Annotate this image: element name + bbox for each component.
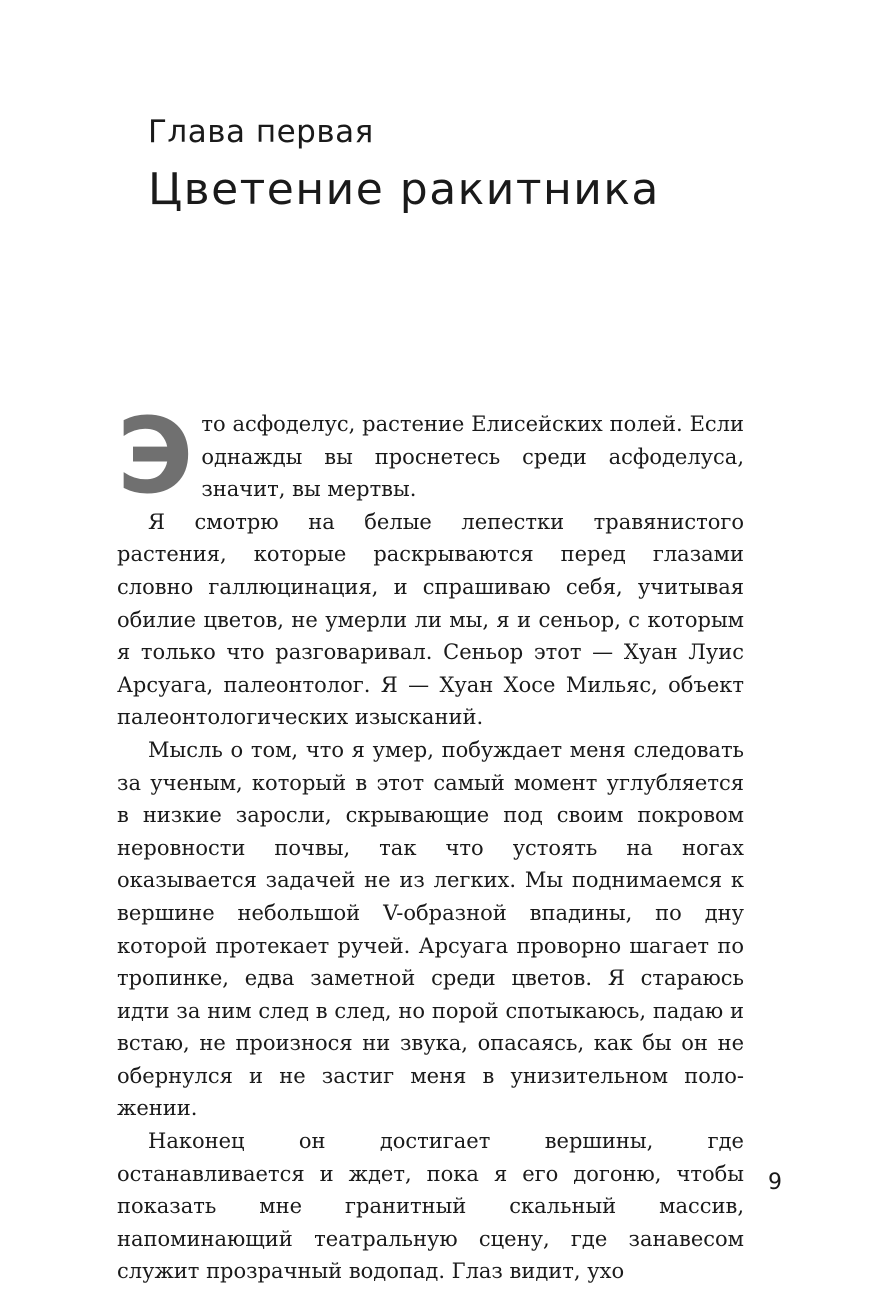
chapter-label: Глава первая <box>148 114 374 150</box>
drop-cap: Э <box>117 395 194 517</box>
paragraph-3: Мысль о том, что я умер, побуждает меня следовать за ученым, который в этот самый момент углубляется в низкие заросли, скрывающие под своим покровом неровности почвы, так что устоять на ногах оказывается задачей не из легких. Мы поднимаемся к вершине небольшой V-образной впадины, по дну которой протекает ручей. Арсуага проворно шагает по тропинке, едва заметной среди цветов. Я стараюсь идти за ним след в след, но порой спотыкаюсь, падаю и встаю, не произнося ни звука, опасаясь, как бы он не обернулся и не застиг меня в унизительном положении. <box>117 737 744 1121</box>
paragraph-4: Наконец он достигает вершины, где останавливается и ждет, пока я его догоню, чтобы показать мне гранитный скальный массив, напоминающий театральную сцену, где занавесом служит прозрачный водопад. Глаз видит, ухо <box>117 1129 744 1284</box>
chapter-title: Цветение ракитника <box>148 164 660 215</box>
paragraph-1-text: то асфоделус, растение Елисейских полей. Если однажды вы проснетесь среди асфоделуса, значит, вы мертвы. <box>201 412 744 502</box>
paragraph-2: Я смотрю на белые лепестки травянистого растения, которые раскрываются перед глазами словно галлюцинация, и спрашиваю себя, учитывая обилие цветов, не умерли ли мы, я и сеньор, с которым я только что разговаривал. Сеньор этот — Хуан Луис Арсуага, палеонтолог. Я — Хуан Хосе Мильяс, объект палеонтологических изысканий. <box>117 509 744 730</box>
page-number: 9 <box>768 1170 782 1195</box>
paragraph-1 <box>117 395 744 517</box>
body-text <box>117 395 744 1288</box>
